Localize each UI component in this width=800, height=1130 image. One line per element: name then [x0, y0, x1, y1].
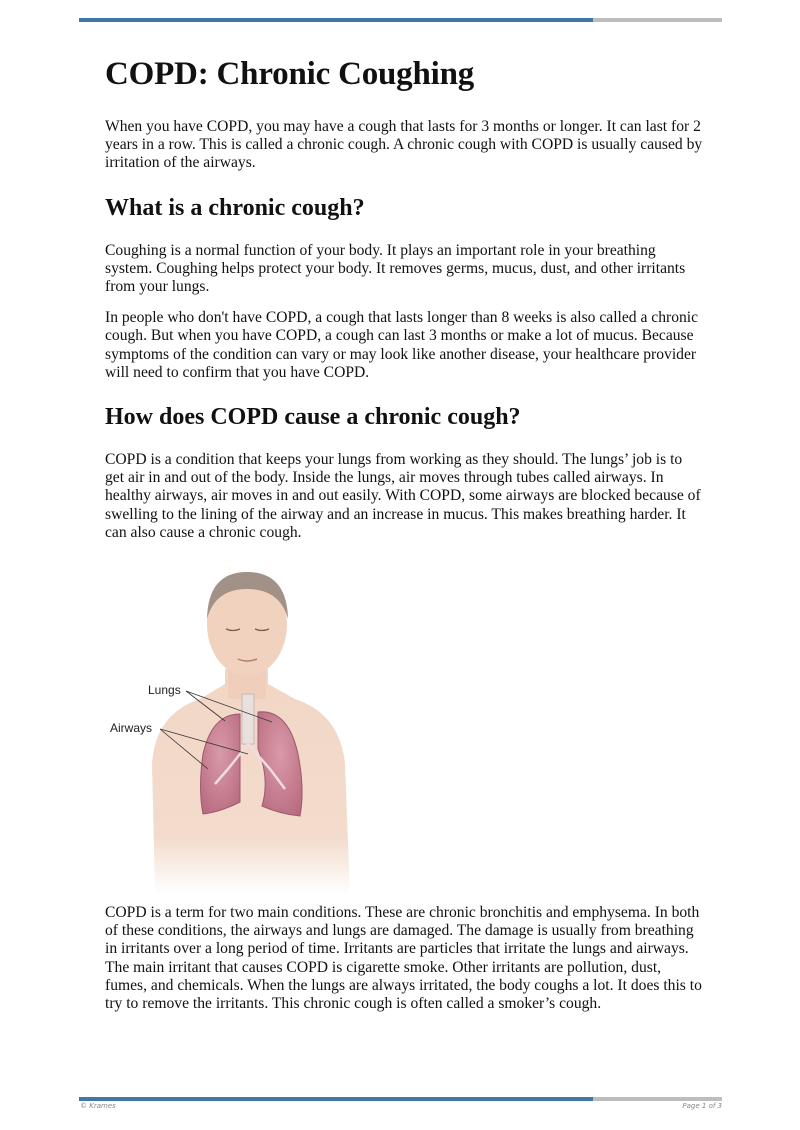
footer-progress-bar — [79, 1097, 722, 1101]
document-body — [105, 52, 705, 1026]
page-title: COPD: Chronic Coughing — [105, 56, 475, 92]
header-progress-fill — [79, 18, 593, 22]
section-heading-how-does: How does COPD cause a chronic cough? — [105, 404, 521, 431]
paragraph: In people who don't have COPD, a cough that lasts longer than 8 weeks is also called a chronic cough. But when you have COPD, a cough can last 3 months or make a lot of mucus. Because symptoms of the condition can vary or may look like another disease, your healthcare provider will need to confirm that you have COPD. — [105, 309, 699, 381]
header-progress-bar — [79, 18, 722, 22]
footer-progress-fill — [79, 1097, 593, 1101]
figure-label-lungs: Lungs — [148, 683, 181, 698]
paragraph: COPD is a term for two main conditions. These are chronic bronchitis and emphysema. In both of these conditions, the airways and lungs are damaged. The damage is usually from breathing in irritants over a long period of time. Irritants are particles that irritate the lungs and airways. The main irritant that causes COPD is cigarette smoke. Other irritants are pollution, dust, fumes, and chemicals. When the lungs are always irritated, the body coughs a lot. It does this to try to remove the irritants. This chronic cough is often called a smoker’s cough. — [105, 904, 702, 1013]
footer-copyright: © Krames — [80, 1102, 116, 1110]
footer-page-number: Page 1 of 3 — [682, 1102, 722, 1110]
lungs-illustration — [100, 564, 390, 894]
section-heading-what-is: What is a chronic cough? — [105, 194, 365, 221]
intro-paragraph: When you have COPD, you may have a cough that lasts for 3 months or longer. It can last for 2 years in a row. This is called a chronic cough. A chronic cough with COPD is usually caused by irritation of the airways. — [105, 118, 703, 172]
paragraph: Coughing is a normal function of your body. It plays an important role in your breathing system. Coughing helps protect your body. It removes germs, mucus, dust, and other irritants from your lungs. — [105, 241, 686, 296]
paragraph: COPD is a condition that keeps your lungs from working as they should. The lungs’ job is to get air in and out of the body. Inside the lungs, air moves through tubes called airways. In healthy airways, air moves in and out easily. With COPD, some airways are blocked because of swelling to the lining of the airway and an increase in mucus. This makes breathing harder. It can also cause a chronic cough. — [105, 451, 701, 541]
figure-label-airways: Airways — [110, 721, 153, 736]
